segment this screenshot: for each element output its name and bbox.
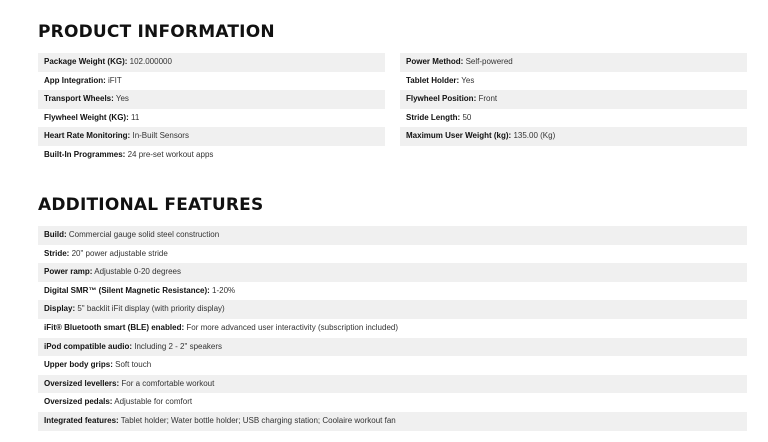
spec-label: iFit® Bluetooth smart (BLE) enabled: <box>44 322 185 332</box>
spec-value: iFIT <box>108 75 122 85</box>
spec-label: Maximum User Weight (kg): <box>406 131 512 141</box>
spec-value: 1-20% <box>212 285 236 295</box>
spec-row <box>38 109 385 128</box>
spec-row <box>400 90 747 109</box>
spec-value: Adjustable 0-20 degrees <box>94 267 181 277</box>
feature-row <box>38 300 747 319</box>
spec-label: Oversized levellers: <box>44 378 120 388</box>
spec-label: Power ramp: <box>44 267 93 277</box>
spec-label: Tablet Holder: <box>406 75 460 85</box>
spec-label: Built-In Programmes: <box>44 149 126 159</box>
spec-label: Stride: <box>44 248 70 258</box>
spec-value: For more advanced user interactivity (subscription included) <box>186 322 399 332</box>
product-information-right-column <box>400 53 747 165</box>
spec-label: Package Weight (KG): <box>44 57 128 66</box>
spec-value: 135.00 (Kg) <box>513 131 556 141</box>
spec-row <box>400 109 747 128</box>
additional-features-heading: ADDITIONAL FEATURES <box>38 195 264 215</box>
spec-label: Digital SMR™ (Silent Magnetic Resistance): <box>44 285 210 295</box>
spec-row <box>38 127 385 146</box>
spec-label: Integrated features: <box>44 415 119 425</box>
spec-value: Commercial gauge solid steel construction <box>68 230 220 239</box>
spec-value: 102.000000 <box>129 57 172 66</box>
feature-row <box>38 393 747 412</box>
spec-value: Yes <box>115 94 129 104</box>
spec-value: Soft touch <box>115 360 152 370</box>
feature-row <box>38 245 747 264</box>
spec-value: Adjustable for comfort <box>114 397 193 407</box>
spec-value: 20" power adjustable stride <box>71 248 168 258</box>
spec-value: 24 pre-set workout apps <box>127 149 214 159</box>
spec-value: 50 <box>462 112 472 122</box>
feature-row <box>38 282 747 301</box>
spec-row <box>400 72 747 91</box>
spec-label: Heart Rate Monitoring: <box>44 131 131 141</box>
spec-value: 5" backlit iFit display (with priority display) <box>77 304 225 314</box>
spec-label: Flywheel Position: <box>406 94 477 104</box>
feature-row <box>38 263 747 282</box>
spec-value: Yes <box>461 75 475 85</box>
spec-value: Including 2 - 2" speakers <box>134 341 223 351</box>
spec-label: Flywheel Weight (KG): <box>44 112 129 122</box>
feature-row <box>38 375 747 394</box>
spec-label: iPod compatible audio: <box>44 341 133 351</box>
spec-row <box>400 53 747 72</box>
spec-label: Stride Length: <box>406 112 461 122</box>
spec-row <box>38 146 385 165</box>
spec-value: Tablet holder; Water bottle holder; USB charging station; Coolaire workout fan <box>120 415 396 425</box>
feature-row <box>38 338 747 357</box>
feature-row <box>38 356 747 375</box>
spec-label: App Integration: <box>44 75 106 85</box>
feature-row <box>38 412 747 431</box>
spec-row <box>38 90 385 109</box>
spec-label: Upper body grips: <box>44 360 113 370</box>
spec-value: In-Built Sensors <box>132 131 189 141</box>
spec-label: Oversized pedals: <box>44 397 113 407</box>
spec-row <box>38 72 385 91</box>
product-information-heading: PRODUCT INFORMATION <box>38 22 275 42</box>
spec-value: For a comfortable workout <box>121 378 215 388</box>
spec-value: Front <box>478 94 498 104</box>
spec-label: Display: <box>44 304 76 314</box>
spec-value: 11 <box>130 112 140 122</box>
spec-row <box>400 127 747 146</box>
feature-row <box>38 319 747 338</box>
spec-label: Build: <box>44 230 67 239</box>
feature-row <box>38 226 747 245</box>
spec-value: Self-powered <box>465 57 513 66</box>
product-information-left-column <box>38 53 385 165</box>
spec-row <box>38 53 385 72</box>
spec-label: Transport Wheels: <box>44 94 114 104</box>
additional-features-list <box>38 226 747 431</box>
spec-label: Power Method: <box>406 57 464 66</box>
product-information-table <box>38 53 747 165</box>
